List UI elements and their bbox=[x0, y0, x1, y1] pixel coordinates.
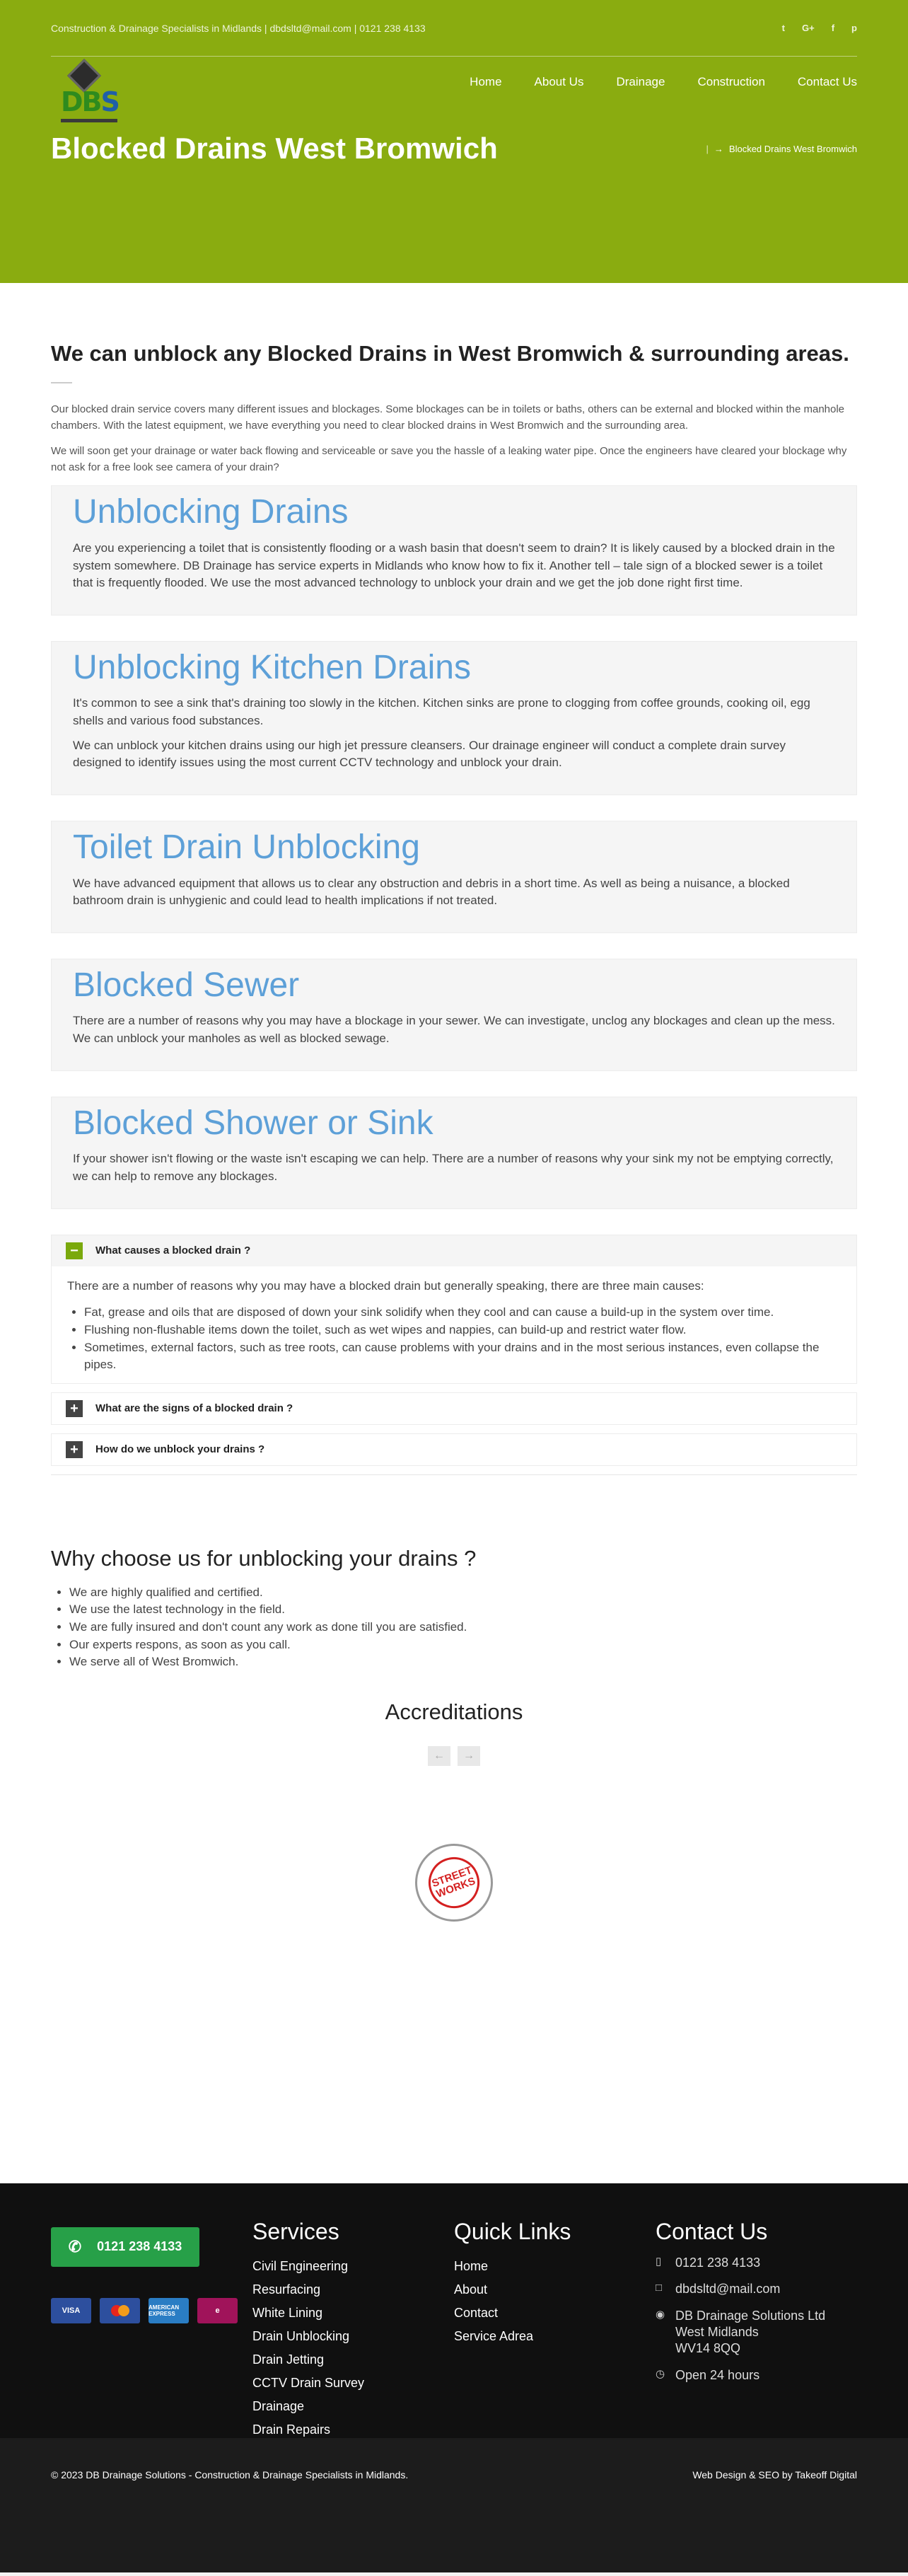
service-box-title: Unblocking Drains bbox=[73, 493, 349, 531]
pinterest-icon[interactable]: p bbox=[851, 23, 857, 33]
google-plus-icon[interactable]: G+ bbox=[801, 23, 815, 33]
service-box-text: We have advanced equipment that allows us to clear any obstruction and debris in a short time. As well as being a nuisance, a blocked bathroom drain is unhygienic and could lead to health implications if not treated. bbox=[73, 876, 790, 908]
service-box-blocked-sewer bbox=[51, 959, 857, 1071]
faq-title: What causes a blocked drain ? bbox=[95, 1244, 251, 1257]
footer-link-drainage[interactable]: Drainage bbox=[252, 2398, 305, 2413]
service-box-shower-sink bbox=[51, 1097, 857, 1209]
page-title: Blocked Drains West Bromwich bbox=[51, 132, 498, 165]
twitter-icon[interactable]: t bbox=[781, 23, 785, 33]
service-box-title: Blocked Shower or Sink bbox=[73, 1104, 433, 1142]
faq-toggle-how[interactable] bbox=[52, 1434, 856, 1465]
service-box-kitchen-drains bbox=[51, 641, 857, 795]
nav-about-us[interactable]: About Us bbox=[534, 75, 584, 88]
contact-hours: ◷ Open 24 hours bbox=[656, 2367, 857, 2384]
list-item: • Sometimes, external factors, such as tree roots, can cause problems with your drains and in the most serious instances, even collapse the pipes. bbox=[84, 1339, 841, 1373]
contact-email[interactable]: □ dbdsltd@mail.com bbox=[656, 2281, 857, 2297]
breadcrumb-current: Blocked Drains West Bromwich bbox=[728, 143, 857, 154]
main-nav bbox=[470, 75, 857, 89]
service-box-text: Are you experiencing a toilet that is consistently flooding or a wash basin that doesn't seem to drain? It is likely caused by a blocked drain in the system somewhere. DB Drainage has service experts in Midlands who know how to fix it. Another tell – tale sign of a blocked sewer is a toilet that is frequently flooded. We use the most advanced technology to unblock your drain and we get the job done right first time. bbox=[73, 541, 835, 590]
breadcrumb-arrow-icon: → bbox=[714, 143, 723, 154]
copyright-text: © 2023 DB Drainage Solutions - Construction & Drainage Specialists in Midlands. bbox=[51, 2468, 409, 2480]
nav-construction[interactable]: Construction bbox=[697, 75, 765, 88]
bottom-bar bbox=[0, 2438, 908, 2572]
main-content bbox=[0, 283, 908, 1503]
site-footer bbox=[0, 2183, 908, 2438]
service-box-title: Unblocking Kitchen Drains bbox=[73, 648, 471, 686]
plus-icon: + bbox=[66, 1441, 83, 1458]
phone-icon: ✆ bbox=[68, 2237, 82, 2256]
footer-link-white-lining[interactable]: White Lining bbox=[252, 2305, 323, 2320]
list-item: • We use the latest technology in the field. bbox=[69, 1601, 857, 1619]
intro-text bbox=[51, 402, 857, 475]
facebook-icon[interactable]: f bbox=[831, 23, 835, 33]
logo-bar bbox=[61, 119, 117, 122]
service-box-text: We can unblock your kitchen drains using our high jet pressure cleansers. Our drainage engineer will conduct a complete drain survey designed to identify issues using the most current CCTV technology and unblock your drain. bbox=[73, 738, 786, 770]
footer-heading: Services bbox=[252, 2218, 339, 2244]
site-logo[interactable] bbox=[51, 62, 124, 129]
footer-link-civil-engineering[interactable]: Civil Engineering bbox=[252, 2258, 349, 2273]
footer-link-service-area[interactable]: Service Adrea bbox=[454, 2328, 534, 2343]
footer-link-drain-repairs[interactable]: Drain Repairs bbox=[252, 2422, 331, 2437]
footer-link-drain-jetting[interactable]: Drain Jetting bbox=[252, 2352, 325, 2367]
carousel-controls bbox=[51, 1746, 857, 1766]
minus-icon: − bbox=[66, 1242, 83, 1259]
amex-card-icon: AMERICAN EXPRESS bbox=[149, 2298, 189, 2323]
contact-phone[interactable]: ▯ 0121 238 4133 bbox=[656, 2255, 857, 2271]
faq-bullet-list bbox=[84, 1304, 841, 1373]
footer-heading: Quick Links bbox=[454, 2218, 571, 2244]
why-heading: Why choose us for unblocking your drains ? bbox=[51, 1545, 477, 1571]
service-box-text: It's common to see a sink that's draining too slowly in the kitchen. Kitchen sinks are prone to clogging from coffee grounds, cooking oil, egg shells and various food substances. bbox=[73, 696, 810, 728]
service-box-title: Toilet Drain Unblocking bbox=[73, 828, 420, 866]
nav-drainage[interactable]: Drainage bbox=[616, 75, 665, 88]
service-box-toilet-drain bbox=[51, 821, 857, 933]
credit-link[interactable]: Web Design & SEO by Takeoff Digital bbox=[692, 2468, 857, 2480]
social-links bbox=[782, 23, 857, 33]
breadcrumb bbox=[706, 144, 857, 154]
epay-card-icon: e bbox=[197, 2298, 238, 2323]
footer-contact-column bbox=[656, 2219, 857, 2442]
list-item: • Our experts respons, as soon as you call. bbox=[69, 1636, 857, 1654]
plus-icon: + bbox=[66, 1400, 83, 1417]
footer-services-column bbox=[252, 2219, 454, 2442]
call-button[interactable] bbox=[51, 2227, 199, 2267]
faq-title: What are the signs of a blocked drain ? bbox=[95, 1402, 293, 1415]
faq-toggle-signs[interactable] bbox=[52, 1393, 856, 1424]
heading-divider bbox=[51, 382, 72, 383]
faq-title: How do we unblock your drains ? bbox=[95, 1443, 265, 1456]
faq-toggle-causes[interactable] bbox=[52, 1235, 856, 1266]
intro-paragraph: Our blocked drain service covers many different issues and blockages. Some blockages can be in toilets or baths, others can be external and blocked within the manhole chambers. With the latest equipment, we have everything you need to clear blocked drains in West Bromwich and the surrounding area. bbox=[51, 403, 845, 432]
nav-home[interactable]: Home bbox=[470, 75, 502, 88]
service-box-text: If your shower isn't flowing or the waste isn't escaping we can help. There are a number of reasons why your sink my not be emptying correctly, we can help to remove any blockages. bbox=[73, 1152, 834, 1183]
faq-item-signs bbox=[51, 1392, 857, 1425]
footer-link-home[interactable]: Home bbox=[454, 2258, 489, 2273]
logo-letters: DBS bbox=[61, 86, 119, 117]
faq-body bbox=[52, 1266, 856, 1383]
nav-contact-us[interactable]: Contact Us bbox=[797, 75, 857, 88]
footer-link-cctv-survey[interactable]: CCTV Drain Survey bbox=[252, 2375, 365, 2390]
list-item: • We are fully insured and don't count any work as done till you are satisfied. bbox=[69, 1619, 857, 1636]
visa-card-icon: VISA bbox=[51, 2298, 91, 2323]
faq-item-causes bbox=[51, 1235, 857, 1384]
map-pin-icon: ◉ bbox=[656, 2308, 665, 2321]
footer-cta-column bbox=[51, 2219, 252, 2442]
seal-text: STREET WORKS bbox=[421, 1850, 487, 1915]
list-item: • Flushing non-flushable items down the toilet, such as wet wipes and nappies, can build-up and restrict water flow. bbox=[84, 1322, 841, 1339]
list-item: • We are highly qualified and certified. bbox=[69, 1584, 857, 1602]
mobile-phone-icon: ▯ bbox=[656, 2255, 662, 2268]
why-list bbox=[69, 1584, 857, 1671]
intro-heading: We can unblock any Blocked Drains in West Bromwich & surrounding areas. bbox=[51, 341, 849, 366]
contact-address: ◉ DB Drainage Solutions Ltd West Midlands WV14 8QQ bbox=[656, 2308, 857, 2357]
top-tagline: Construction & Drainage Specialists in Midlands | dbdsltd@mail.com | 0121 238 4133 bbox=[51, 22, 426, 34]
top-bar bbox=[51, 0, 857, 57]
site-header bbox=[0, 0, 908, 283]
why-section bbox=[0, 1503, 908, 2183]
list-item: • We serve all of West Bromwich. bbox=[69, 1653, 857, 1671]
accreditations-heading: Accreditations bbox=[385, 1699, 523, 1724]
intro-paragraph: We will soon get your drainage or water back flowing and serviceable or save you the hassle of a leaking water pipe. Once the engineers have cleared your blockage why not ask for a free look see camera of your drain? bbox=[51, 445, 847, 473]
footer-heading: Contact Us bbox=[656, 2218, 768, 2244]
section-divider bbox=[51, 1474, 857, 1475]
footer-link-about[interactable]: About bbox=[454, 2282, 488, 2297]
breadcrumb-separator: | bbox=[706, 143, 709, 154]
page-end bbox=[0, 2572, 908, 2576]
mastercard-icon bbox=[100, 2298, 140, 2323]
clock-icon: ◷ bbox=[656, 2367, 665, 2380]
footer-link-drain-unblocking[interactable]: Drain Unblocking bbox=[252, 2328, 350, 2343]
speech-bubble-icon: □ bbox=[656, 2282, 663, 2294]
faq-body-text: There are a number of reasons why you may have a blocked drain but generally speaking, there are three main causes: bbox=[67, 1278, 704, 1293]
footer-link-contact[interactable]: Contact bbox=[454, 2305, 499, 2320]
carousel-next-arrow-icon[interactable]: → bbox=[458, 1746, 480, 1766]
footer-quick-links-column bbox=[454, 2219, 656, 2442]
street-works-seal bbox=[415, 1844, 493, 1922]
call-button-label: 0121 238 4133 bbox=[97, 2239, 182, 2254]
faq-item-how bbox=[51, 1433, 857, 1466]
list-item: • Fat, grease and oils that are disposed of down your sink solidify when they cool and can cause a build-up in the system over time. bbox=[84, 1304, 841, 1321]
service-box-unblocking-drains bbox=[51, 485, 857, 616]
service-box-text: There are a number of reasons why you may have a blockage in your sewer. We can investigate, unclog any blockages and clean up the mess. We can unblock your manholes as well as blocked sewage. bbox=[73, 1014, 835, 1046]
footer-link-resurfacing[interactable]: Resurfacing bbox=[252, 2282, 321, 2297]
carousel-prev-arrow-icon[interactable]: ← bbox=[428, 1746, 450, 1766]
accreditation-carousel bbox=[51, 1844, 857, 2162]
service-box-title: Blocked Sewer bbox=[73, 966, 300, 1004]
payment-cards bbox=[51, 2298, 252, 2323]
faq-accordion bbox=[51, 1235, 857, 1466]
